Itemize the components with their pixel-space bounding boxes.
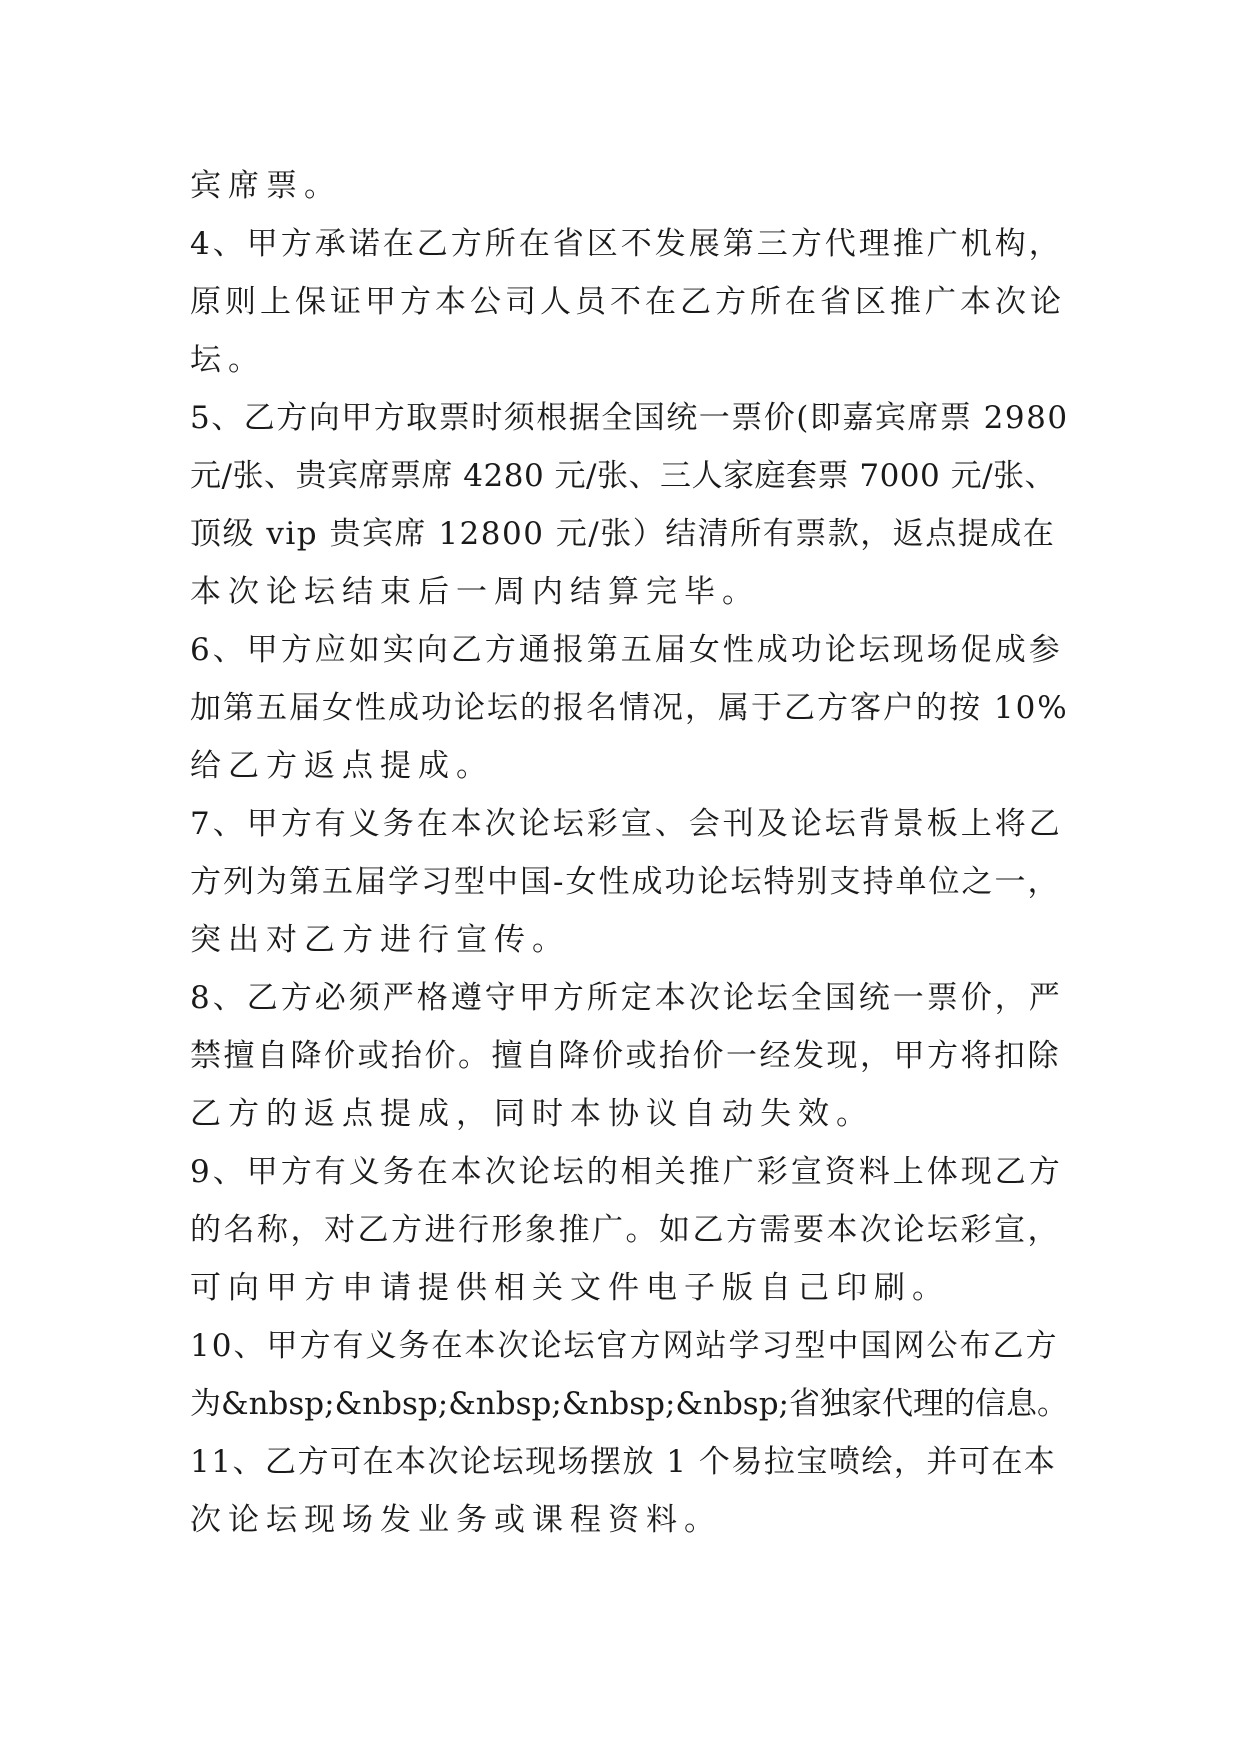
text-line: 10、甲方有义务在本次论坛官方网站学习型中国网公布乙方 (190, 1328, 1059, 1364)
text-line: 原则上保证甲方本公司人员不在乙方所在省区推广本次论 (190, 284, 1065, 320)
text-line: 7、甲方有义务在本次论坛彩宣、会刊及论坛背景板上将乙 (190, 806, 1063, 842)
text-line: 8、乙方必须严格遵守甲方所定本次论坛全国统一票价，严 (190, 980, 1063, 1016)
text-line: 顶级 vip 贵宾席 12800 元/张）结清所有票款，返点提成在 (190, 516, 1056, 552)
text-line: 4、甲方承诺在乙方所在省区不发展第三方代理推广机构， (190, 226, 1063, 262)
text-line: 6、甲方应如实向乙方通报第五届女性成功论坛现场促成参 (190, 632, 1063, 668)
text-line: 元/张、贵宾席票席 4280 元/张、三人家庭套票 7000 元/张、 (190, 458, 1057, 494)
text-line: 突出对乙方进行宣传。 (190, 922, 570, 958)
text-line: 次论坛现场发业务或课程资料。 (190, 1502, 722, 1538)
text-line: 11、乙方可在本次论坛现场摆放 1 个易拉宝喷绘，并可在本 (190, 1444, 1057, 1480)
text-line: 乙方的返点提成，同时本协议自动失效。 (190, 1096, 874, 1132)
document-body (190, 157, 1070, 1549)
text-line: 本次论坛结束后一周内结算完毕。 (190, 574, 760, 610)
text-line: 可向甲方申请提供相关文件电子版自己印刷。 (190, 1270, 950, 1306)
text-line: 禁擅自降价或抬价。擅自降价或抬价一经发现，甲方将扣除 (190, 1038, 1061, 1074)
text-line: 加第五届女性成功论坛的报名情况，属于乙方客户的按 10% (190, 690, 1069, 726)
text-line: 为&nbsp;&nbsp;&nbsp;&nbsp;&nbsp;省独家代理的信息。 (190, 1386, 1069, 1422)
text-line: 宾席票。 (190, 168, 342, 204)
text-line: 给乙方返点提成。 (190, 748, 494, 784)
text-line: 方列为第五届学习型中国-女性成功论坛特别支持单位之一， (190, 864, 1061, 900)
text-line: 坛。 (190, 342, 266, 378)
text-line: 5、乙方向甲方取票时须根据全国统一票价(即嘉宾席票 2980 (190, 400, 1069, 436)
text-line: 9、甲方有义务在本次论坛的相关推广彩宣资料上体现乙方 (190, 1154, 1063, 1190)
text-line: 的名称，对乙方进行形象推广。如乙方需要本次论坛彩宣， (190, 1212, 1061, 1248)
